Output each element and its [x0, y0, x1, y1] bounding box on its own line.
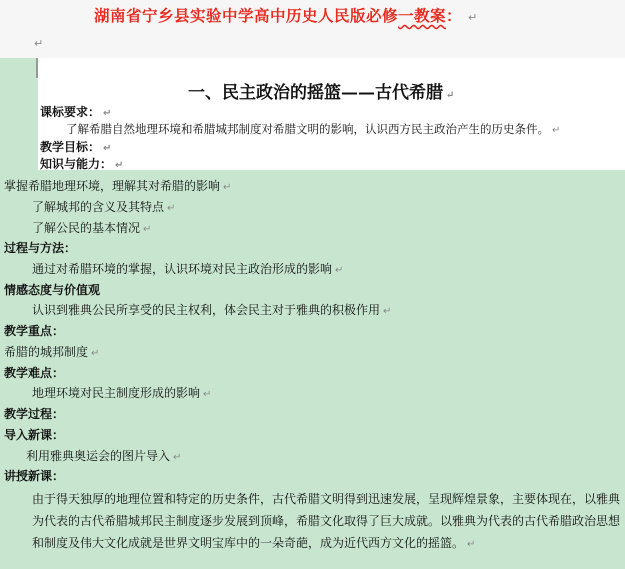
difficulty-text: 地理环境对民主制度形成的影响 ↵ [32, 386, 212, 400]
lesson-title: 一、民主政治的摇篮——古代希腊 ↵ [188, 83, 455, 103]
knowledge-item: 了解公民的基本情况 ↵ [32, 221, 152, 235]
intro-heading: 导入新课： [4, 428, 65, 442]
white-text-block [38, 58, 625, 170]
key-heading: 教学重点： [4, 324, 65, 338]
paragraph-mark-icon: ↵ [91, 348, 100, 359]
paragraph-mark-icon: ↵ [143, 224, 152, 235]
process-heading: 过程与方法： [4, 241, 77, 255]
text-cursor [36, 58, 38, 78]
paragraph-mark-icon: ↵ [467, 539, 476, 550]
paragraph-mark-icon: ↵ [468, 11, 478, 24]
goals-heading: 教学目标： ↵ [40, 140, 112, 154]
header-title-suffix: ： [446, 7, 463, 25]
knowledge-item: 掌握希腊地理环境，理解其对希腊的影响 ↵ [4, 179, 232, 193]
header-title-prefix: 湖南省宁乡县实验中学高中历史人民版必修 [94, 7, 399, 25]
document-header-title [94, 4, 478, 26]
paragraph-mark-icon: ↵ [335, 265, 344, 276]
lecture-text: 由于得天独厚的地理位置和特定的历史条件，古代希腊文明得到迅速发展，呈现辉煌景象，主要体现在，以雅典为代表的古代希腊城邦民主制度逐步发展到顶峰，希腊文化取得了巨大成就。以雅典为代表的古代希腊政治思想和制度及伟大文化成就是世界文明宝库中的一朵奇葩，成为近代西方文化的摇篮。 ↵ [32, 492, 621, 550]
paragraph-mark-icon: ↵ [167, 203, 176, 214]
paragraph-mark-icon: ↵ [115, 160, 124, 171]
paragraph-mark-icon: ↵ [34, 37, 44, 50]
key-text: 希腊的城邦制度 ↵ [4, 345, 100, 359]
procedure-heading: 教学过程： [4, 407, 65, 421]
attitude-text: 认识到雅典公民所享受的民主权利，体会民主对于雅典的积极作用 ↵ [32, 303, 392, 317]
knowledge-heading: 知识与能力： ↵ [40, 157, 124, 171]
intro-text: 利用雅典奥运会的图片导入 ↵ [26, 449, 182, 463]
paragraph-mark-icon: ↵ [446, 90, 455, 101]
paragraph-mark-icon: ↵ [173, 452, 182, 463]
attitude-heading: 情感态度与价值观 [4, 283, 101, 297]
process-text: 通过对希腊环境的掌握，认识环境对民主政治形成的影响 ↵ [32, 262, 344, 276]
lecture-heading: 讲授新课： [4, 469, 65, 483]
paragraph-mark-icon: ↵ [552, 125, 561, 136]
header-title-underlined: 一教案 [398, 7, 447, 25]
paragraph-mark-icon: ↵ [223, 182, 232, 193]
paragraph-mark-icon: ↵ [103, 143, 112, 154]
standard-text: 了解希腊自然地理环境和希腊城邦制度对希腊文明的影响，认识西方民主政治产生的历史条件。 ↵ [66, 122, 561, 136]
knowledge-item: 了解城邦的含义及其特点 ↵ [32, 200, 176, 214]
paragraph-mark-icon: ↵ [103, 108, 112, 119]
paragraph-mark-icon: ↵ [203, 389, 212, 400]
paragraph-mark-icon: ↵ [383, 306, 392, 317]
standard-heading: 课标要求： ↵ [40, 105, 112, 119]
difficulty-heading: 教学难点： [4, 366, 65, 380]
